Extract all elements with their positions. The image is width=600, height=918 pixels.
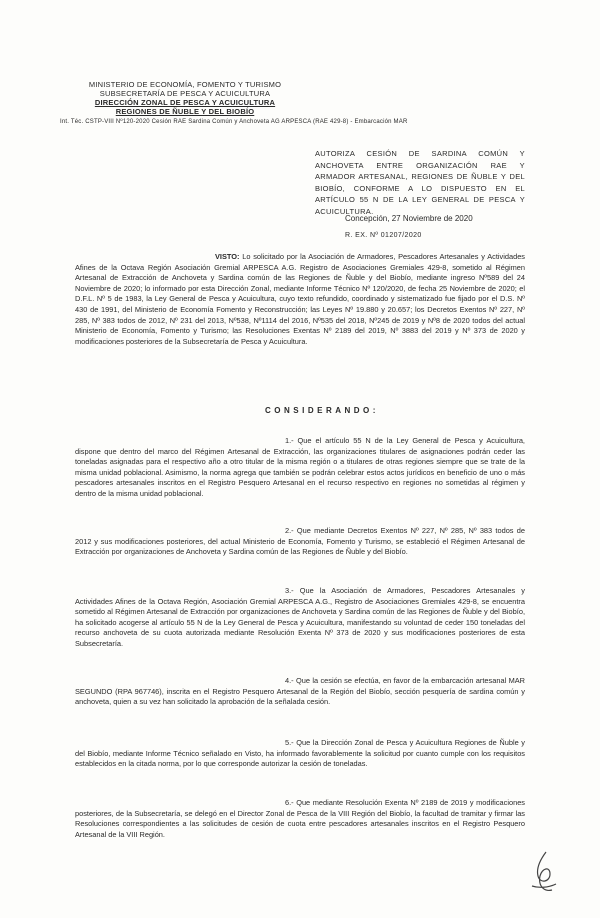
resolution-date: Concepción, 27 Noviembre de 2020 <box>345 214 473 223</box>
considerando-heading: CONSIDERANDO: <box>265 406 379 415</box>
considerando-5: 5.- Que la Dirección Zonal de Pesca y Acuicultura Regiones de Ñuble y del Biobío, mediante Informe Técnico señalado en Visto, ha informado favorablemente la solicitud por cuanto cumple con los requisitos establecidos en la citada norma, por lo que corresponde autorizar la cesión de toneladas. <box>75 738 525 769</box>
considerando-2: 2.- Que mediante Decretos Exentos Nº 227, Nº 285, Nº 383 todos de 2012 y sus modificaciones posteriores, del actual Ministerio de Economía, Fomento y Turismo, se estableció el Régimen Artesanal de Extracción por organizaciones de Anchoveta y Sardina común de las Regiones de Ñuble y del Biobío. <box>75 526 525 557</box>
resolution-number: R. EX. Nº 01207/2020 <box>345 232 422 239</box>
visto-text: Lo solicitado por la Asociación de Armadores, Pescadores Artesanales y Actividades Afines de la Octava Región Asociación Gremial ARPESCA A.G. Registro de Asociaciones Gremiales 429-8, sometido al Régimen Artesanal de Extracción de Anchoveta y Sardina común de las Regiones de Ñuble y del Biobío, mediante ingreso Nº589 del 24 Noviembre de 2020; lo informado por esta Dirección Zonal, mediante Informe Técnico Nº 120/2020, de fecha 25 Noviembre de 2020; el D.F.L. Nº 5 de 1983, la Ley General de Pesca y Acuicultura, cuyo texto refundido, coordinado y sistematizado fue fijado por el D.S. Nº 430 de 1991, del Ministerio de Economía Fomento y Reconstrucción; las Leyes Nº 19.880 y 20.657; los Decretos Exentos Nº 227, Nº 285, Nº 383 todos de 2012, Nº 231 del 2013, Nº538, Nº1114 del 2016, Nº535 del 2018, Nº245 de 2019 y Nº8 de 2020 todos del actual Ministerio de Economía, Fomento y Turismo; las Resoluciones Exentas Nº 2189 del 2019, Nº 3883 del 2019 y Nº 373 de 2020 y modificaciones posteriores de la Subsecretaría de Pesca y Acuicultura. <box>75 252 525 346</box>
zonal-direction-name: DIRECCIÓN ZONAL DE PESCA Y ACUICULTURA <box>94 98 276 107</box>
initials-signature <box>526 850 560 896</box>
regions-name: REGIONES DE ÑUBLE Y DEL BIOBÍO <box>115 107 255 116</box>
letterhead <box>60 80 408 126</box>
considerando-3: 3.- Que la Asociación de Armadores, Pescadores Artesanales y Actividades Afines de la Octava Región, Asociación Gremial ARPESCA A.G., Registro de Asociaciones Gremiales 429-8, se encuentra sometido al Régimen Artesanal de Extracción por organizaciones de Anchoveta y Sardina común de las Regiones de Ñuble y del Biobío, ha solicitado acogerse al artículo 55 N de la Ley General de Pesca y Acuicultura, manifestando su voluntad de ceder 150 toneladas del recurso anchoveta de su cuota autorizada mediante Resolución Exenta Nº 373 de 2020 y sus modificaciones posteriores de esta Subsecretaría. <box>75 586 525 648</box>
visto-paragraph <box>75 252 525 347</box>
considerando-4: 4.- Que la cesión se efectúa, en favor de la embarcación artesanal MAR SEGUNDO (RPA 967746), inscrita en el Registro Pesquero Artesanal de la Región del Biobío, sección pesquería de sardina común y anchoveta, quien a su vez han solicitado la aprobación de la señalada cesión. <box>75 676 525 707</box>
visto-label: VISTO: <box>215 252 240 261</box>
considerando-6: 6.- Que mediante Resolución Exenta Nº 2189 de 2019 y modificaciones posteriores, de la Subsecretaría, se delegó en el Director Zonal de Pesca de la VIII Región del Biobío, la facultad de tramitar y firmar las Resoluciones correspondientes a las solicitudes de cesión de cuota entre pescadores artesanales inscritos en el Registro Pesquero Artesanal de la VIII Región. <box>75 798 525 839</box>
considerando-1: 1.- Que el artículo 55 N de la Ley General de Pesca y Acuicultura, dispone que dentro del marco del Régimen Artesanal de Extracción, las organizaciones titulares de asignaciones podrán ceder las toneladas asignadas para el respectivo año a otro titular de la misma región o a titulares de otras regiones siempre que se trate de la misma unidad poblacional. Asimismo, la norma agrega que también se podrán celebrar estos actos jurídicos en beneficio de uno o más pescadores artesanales inscritos en el Registro Pesquero Artesanal en el recurso respectivo en regiones no sometidas al régimen y dentro de la misma unidad poblacional. <box>75 436 525 498</box>
ministry-name: MINISTERIO DE ECONOMÍA, FOMENTO Y TURISMO <box>88 80 282 89</box>
reference-note: Int. Téc. CSTP-VIII Nº120-2020 Cesión RAE Sardina Común y Anchoveta AG ARPESCA (RAE 429-8) - Embarcación MAR <box>60 119 408 125</box>
resolution-subject: AUTORIZA CESIÓN DE SARDINA COMÚN Y ANCHOVETA ENTRE ORGANIZACIÓN RAE Y ARMADOR ARTESANAL, REGIONES DE ÑUBLE Y DEL BIOBÍO, CONFORME A LO DISPUESTO EN EL ARTÍCULO 55 N DE LA LEY GENERAL DE PESCA Y ACUICULTURA. <box>315 149 525 216</box>
subsecretariat-name: SUBSECRETARÍA DE PESCA Y ACUICULTURA <box>99 89 271 98</box>
